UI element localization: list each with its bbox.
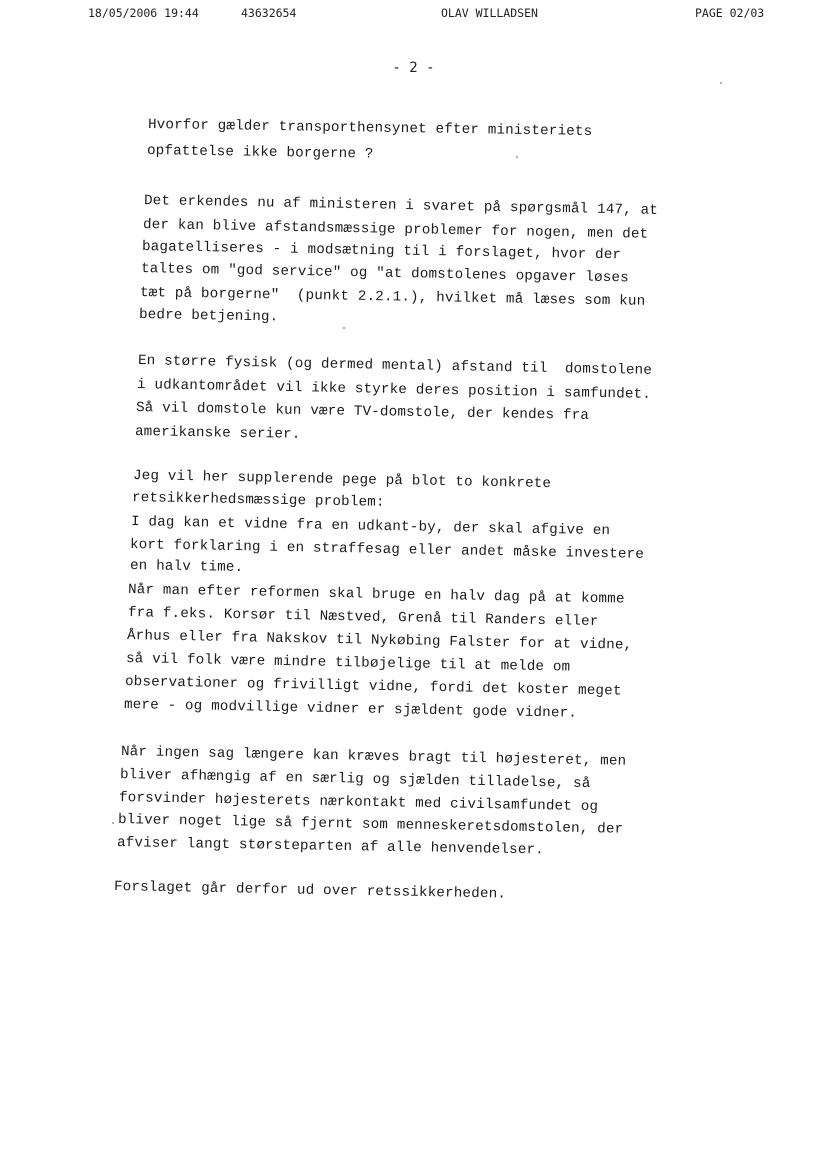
text-line: Det erkendes nu af ministeren i svaret på spørgsmål 147, at (143, 193, 659, 219)
text-line: mere - og modvillige vidner er sjældent gode vidner. (123, 697, 578, 722)
text-line: I dag kan et vidne fra en udkant-by, der skal afgive en (130, 514, 611, 540)
text-line: bedre betjening. (138, 307, 279, 326)
text-line: Hvorfor gælder transporthensynet efter ministeriets (147, 117, 593, 140)
text-line: i udkantområdet vil ikke styrke deres position i samfundet. (136, 377, 652, 403)
text-line: der kan blive afstandsmæssige problemer for nogen, men det (142, 217, 649, 243)
text-line: Når man efter reformen skal bruge en halv dag på at komme (127, 582, 625, 608)
text-line: tæt på borgerne" (punkt 2.2.1.), hvilket må læses som kun (139, 285, 646, 310)
text-line: Jeg vil her supplerende pege på blot to konkrete (132, 468, 552, 493)
text-line: observationer og frivilligt vidne, fordi det koster meget (124, 674, 622, 700)
text-line: Når ingen sag længere kan kræves bragt til højesteret, men (120, 744, 627, 770)
text-line: bliver noget lige så fjernt som menneskeretsdomstolen, der (117, 812, 624, 838)
fax-datetime: 18/05/2006 19:44 (88, 6, 199, 20)
text-line: så vil folk være mindre tilbøjelige til at melde om (125, 651, 571, 676)
text-line: amerikanske serier. (134, 424, 301, 443)
text-line: en halv time. (129, 558, 244, 576)
text-line: Forslaget går derfor ud over retssikkerheden. (113, 879, 507, 903)
text-line: bliver afhængig af en særlig og sjælden tilladelse, så (119, 767, 591, 793)
text-line: Århus eller fra Nakskov til Nykøbing Falster for at vidne, (126, 628, 633, 654)
text-line: opfattelse ikke borgerne ? (146, 143, 374, 163)
text-line: Så vil domstole kun være TV-domstole, der kendes fra (135, 400, 590, 424)
fax-phone-number: 43632654 (241, 6, 297, 20)
text-line: afviser langt størsteparten af alle henvendelser. (116, 835, 545, 859)
text-line: taltes om "god service" og "at domstolenes opgaver løses (140, 261, 630, 287)
text-line: forsvinder højesterets nærkontakt med civilsamfundet og (118, 790, 599, 816)
fax-sender: OLAV WILLADSEN (441, 6, 538, 20)
fax-header (0, 6, 827, 26)
scan-speck (343, 327, 345, 329)
text-line: En større fysisk (og dermed mental) afstand til domstolene (137, 353, 653, 379)
fax-page-indicator: PAGE 02/03 (695, 6, 765, 20)
scan-speck (112, 822, 114, 824)
scan-speck (516, 156, 518, 158)
page-number: - 2 - (392, 60, 435, 76)
scan-speck (720, 82, 722, 84)
text-line: fra f.eks. Korsør til Næstved, Grenå til Randers eller (127, 605, 599, 631)
text-line: bagatelliseres - i modsætning til i forslaget, hvor der (141, 239, 622, 264)
text-line: retsikkerhedsmæssige problem: (131, 490, 385, 511)
text-line: kort forklaring i en straffesag eller andet måske investere (129, 537, 645, 563)
